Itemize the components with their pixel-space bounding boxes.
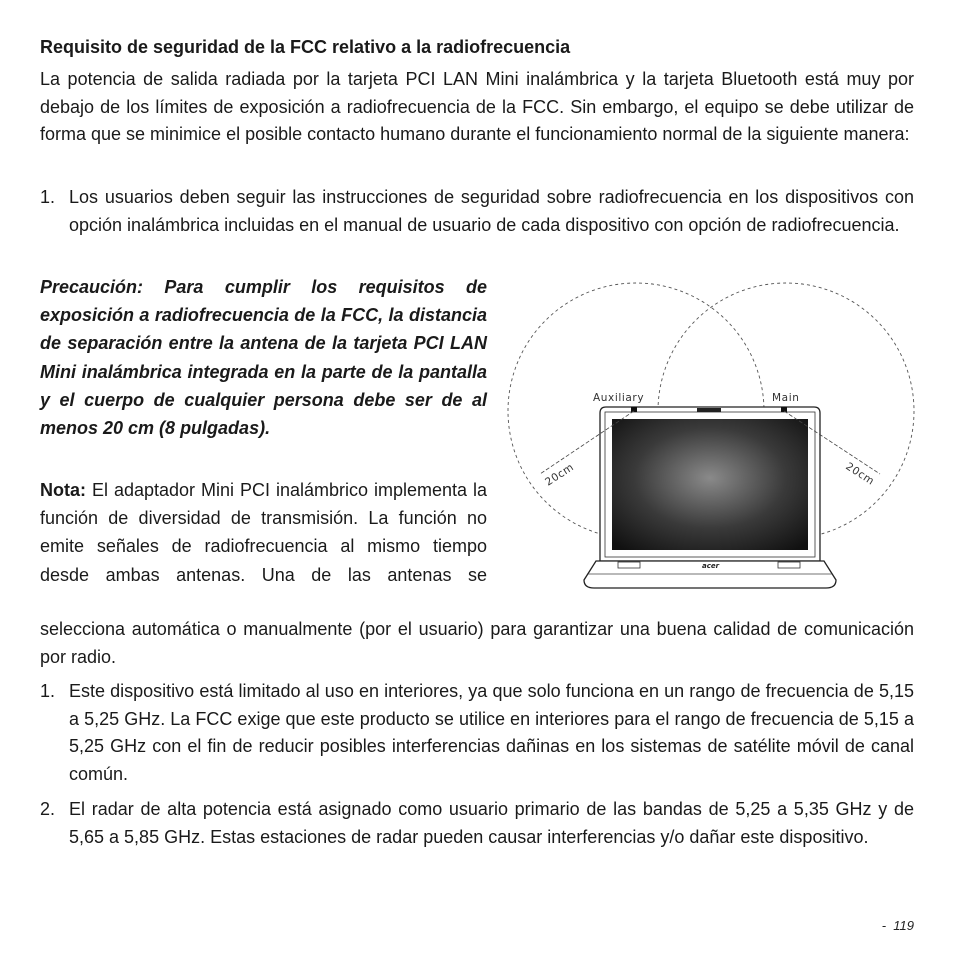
laptop-screen xyxy=(612,419,808,550)
section-heading: Requisito de seguridad de la FCC relativo a la radiofrecuencia xyxy=(40,37,571,57)
page-dash: - xyxy=(881,918,887,933)
laptop-antenna-diagram xyxy=(500,278,920,608)
nota-continuation: selecciona automática o manualmente (por el usuario) para garantizar una buena calidad de comunicación por radio. xyxy=(40,619,914,667)
intro-paragraph: La potencia de salida radiada por la tarjeta PCI LAN Mini inalámbrica y la tarjeta Bluetooth está muy por debajo de los límites de exposición a radiofrecuencia de la FCC. Sin embargo, el equipo se debe utilizar de forma que se minimice el posible contacto humano durante el funcionamiento normal de la siguiente manera: xyxy=(40,69,914,144)
list-text: Los usuarios deben seguir las instrucciones de seguridad sobre radiofrecuencia en los dispositivos con opción inalámbrica incluidas en el manual de usuario de cada dispositivo con opción de radiofrecuencia. xyxy=(69,187,914,235)
antenna-figure xyxy=(500,278,920,608)
list-number: 1. xyxy=(40,187,56,207)
list-number: 1. xyxy=(40,681,56,701)
caution-note: Precaución: Para cumplir los requisitos de exposición a radiofrecuencia de la FCC, la distancia de separación entre la antena de la tarjeta PCI LAN Mini inalámbrica integrada en la parte de la pantalla y el cuerpo de cualquier persona debe ser de al menos 20 cm (8 pulgadas). xyxy=(40,277,487,439)
nota-paragraph xyxy=(40,476,487,589)
main-label: Main xyxy=(772,392,800,404)
list-text: El radar de alta potencia está asignado como usuario primario de las bandas de 5,25 a 5,35 GHz y de 5,65 a 5,85 GHz. Estas estaciones de radar pueden causar interferencias y/o dañar este dispositivo. xyxy=(69,799,914,847)
list-number: 2. xyxy=(40,799,56,819)
list-item xyxy=(40,678,914,788)
list-item xyxy=(40,184,914,239)
page-number-value: 119 xyxy=(893,918,914,933)
brand-logo: acer xyxy=(702,562,720,570)
nota-text: El adaptador Mini PCI inalámbrico implementa la función de diversidad de transmisión. La función no emite señales de radiofrecuencia al mismo tiempo desde ambas antenas. Una de las antenas se xyxy=(40,480,487,585)
nota-label: Nota: xyxy=(40,480,86,500)
list-text: Este dispositivo está limitado al uso en interiores, ya que solo funciona en un rango de frecuencia de 5,15 a 5,25 GHz. La FCC exige que este producto se utilice en interiores para el rango de frecuencia de 5,15 a 5,25 GHz con el fin de reducir posibles interferencias dañinas en los sistemas de satélite móvil de canal común. xyxy=(69,681,914,784)
auxiliary-label: Auxiliary xyxy=(593,392,645,404)
distance-label-left: 20cm xyxy=(543,461,577,489)
page-number xyxy=(882,918,914,933)
list-item xyxy=(40,796,914,851)
distance-label-right: 20cm xyxy=(843,460,877,488)
